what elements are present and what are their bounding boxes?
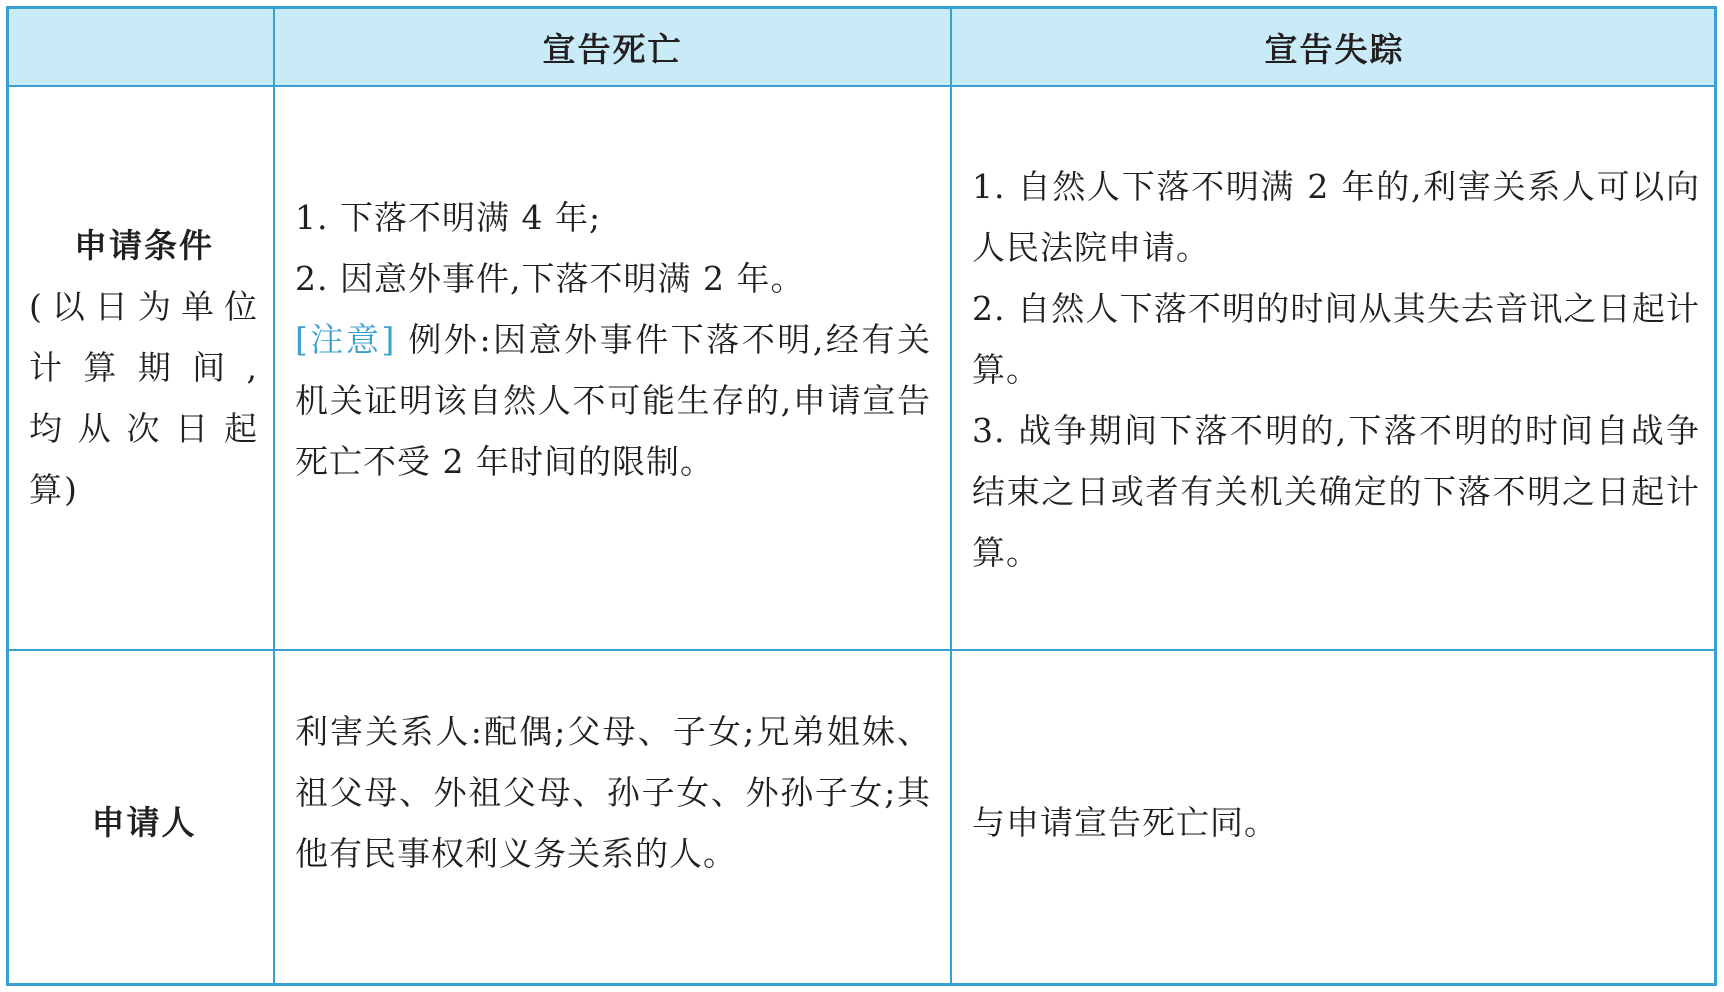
row-label-note-line: 计算期间, xyxy=(29,348,259,387)
header-declare-missing: 宣告失踪 xyxy=(1264,29,1405,69)
row-label-note-line: 算) xyxy=(29,470,79,509)
comparison-table xyxy=(6,6,1717,986)
row-label-note-line: (以日为单位 xyxy=(29,287,259,326)
column-divider xyxy=(950,9,952,983)
condition-item: 2. 因意外事件,下落不明满 2 年。 xyxy=(295,259,805,298)
row-label-applicant xyxy=(29,792,259,853)
condition-item: 2. 自然人下落不明的时间从其失去音讯之日起计算。 xyxy=(972,289,1700,389)
condition-item: 3. 战争期间下落不明的,下落不明的时间自战争结束之日或者有关机关确定的下落不明之日起计算。 xyxy=(972,411,1700,572)
cell-missing-conditions xyxy=(972,156,1700,583)
row-divider xyxy=(9,85,1714,87)
row-label-title: 申请条件 xyxy=(74,226,214,265)
cell-death-applicant xyxy=(295,701,931,884)
cell-missing-applicant xyxy=(972,792,1700,853)
row-label-title: 申请人 xyxy=(91,803,197,842)
row-divider xyxy=(9,649,1714,651)
condition-item: 1. 自然人下落不明满 2 年的,利害关系人可以向人民法院申请。 xyxy=(972,167,1700,267)
applicant-text: 利害关系人:配偶;父母、子女;兄弟姐妹、祖父母、外祖父母、孙子女、外孙子女;其他有民事权利义务关系的人。 xyxy=(295,712,931,873)
row-label-note-line: 均从次日起 xyxy=(29,409,259,448)
note-label: [注意] xyxy=(295,320,396,359)
condition-item: 1. 下落不明满 4 年; xyxy=(295,198,602,237)
column-divider xyxy=(273,9,275,983)
note-paragraph xyxy=(295,309,931,492)
row-label-conditions xyxy=(29,215,259,520)
cell-death-conditions xyxy=(295,187,931,492)
note-text: 例外:因意外事件下落不明,经有关机关证明该自然人不可能生存的,申请宣告死亡不受 2 年时间的限制。 xyxy=(295,320,931,481)
header-declare-death: 宣告死亡 xyxy=(542,29,683,69)
applicant-text: 与申请宣告死亡同。 xyxy=(972,803,1278,842)
